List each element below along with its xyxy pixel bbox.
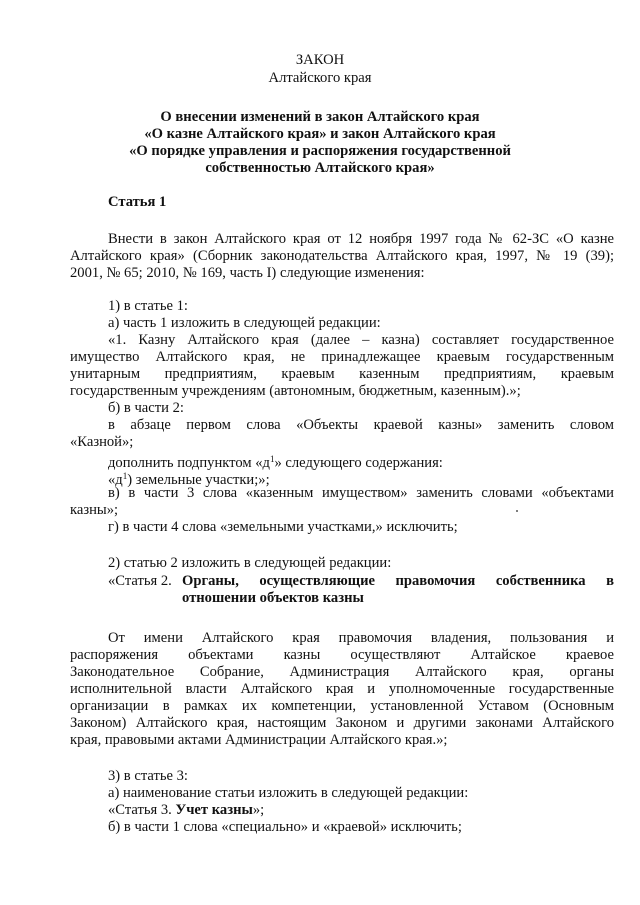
item1-line-14: г) в части 4 слова «земельными участками,» исключить; — [108, 519, 458, 535]
item2-para-line-3: Законодательное Собрание, Администрация Алтайского края, органы — [70, 664, 614, 680]
item1-line-3: «1. Казну Алтайского края (далее – казна) составляет государственное — [108, 332, 614, 348]
item1-line-1: 1) в статье 1: — [108, 298, 188, 314]
item3-line-4: б) в части 1 слова «специально» и «краевой» исключить; — [108, 819, 462, 835]
item1-line-9: «Казной»; — [70, 434, 134, 450]
doc-type: ЗАКОН — [295, 52, 345, 68]
title-line-4: собственностью Алтайского края» — [205, 160, 435, 176]
item2-para-line-2: распоряжения объектами казны осуществляют Алтайское краевое — [70, 647, 614, 663]
item1-line-2: а) часть 1 изложить в следующей редакции: — [108, 315, 381, 331]
item2-article-title-2: отношении объектов казны — [182, 590, 364, 606]
doc-region: Алтайского края — [268, 70, 372, 86]
item2-article-prefix: «Статья 2. — [108, 573, 172, 589]
item2-para-line-4: исполнительной власти Алтайского края и уполномоченные государственные — [70, 681, 614, 697]
intro-line-2: Алтайского края» (Сборник законодательства Алтайского края, 1997, № 19 (39); — [70, 248, 614, 264]
title-line-1: О внесении изменений в закон Алтайского края — [160, 109, 480, 125]
item1-line-12: в) в части 3 слова «казенным имуществом» заменить словами «объектами — [108, 485, 614, 501]
item2-article-title-1: Органы, осуществляющие правомочия собственника в — [182, 573, 614, 589]
item2-para-line-5: организации в рамках их компетенции, установленной Уставом (Основным — [70, 698, 614, 714]
title-line-2: «О казне Алтайского края» и закон Алтайского края — [144, 126, 496, 142]
item1-line-13: казны»; — [70, 502, 119, 518]
item1-line-4: имущество Алтайского края, не принадлежащее краевым государственным — [70, 349, 614, 365]
item2-line-1: 2) статью 2 изложить в следующей редакции: — [108, 555, 392, 571]
item1-line-6: государственным учреждениям (автономным, бюджетным, казенным).»; — [70, 383, 521, 399]
article-1-heading: Статья 1 — [108, 194, 167, 210]
item1-line-8: в абзаце первом слова «Объекты краевой казны» заменить словом — [108, 417, 614, 433]
item1-line-10: дополнить подпунктом «$д^1$» следующего содержания: — [108, 454, 443, 471]
item1-line-7: б) в части 2: — [108, 400, 184, 416]
intro-line-3: 2001, № 65; 2010, № 169, часть I) следующие изменения: — [70, 265, 425, 281]
title-line-3: «О порядке управления и распоряжения государственной — [129, 143, 511, 159]
item1-line-11: «$д^1$) земельные участки;»; — [108, 471, 270, 488]
item2-para-line-1: От имени Алтайского края правомочия владения, пользования и — [108, 630, 614, 646]
item3-line-1: 3) в статье 3: — [108, 768, 188, 784]
intro-line-1: Внести в закон Алтайского края от 12 ноября 1997 года № 62-ЗС «О казне — [108, 231, 614, 247]
item2-para-line-6: Законом) Алтайского края, настоящим Законом и другими законами Алтайского — [70, 715, 614, 731]
item3-line-2: а) наименование статьи изложить в следующей редакции: — [108, 785, 469, 801]
item1-line-5: унитарным предприятиям, краевым казенным предприятиям, краевым — [70, 366, 614, 382]
scan-speck — [516, 510, 518, 512]
item3-line-3: «Статья 3. Учет казны»; — [108, 802, 265, 818]
item2-para-line-7: края, правовыми актами Администрации Алтайского края.»; — [70, 732, 448, 748]
